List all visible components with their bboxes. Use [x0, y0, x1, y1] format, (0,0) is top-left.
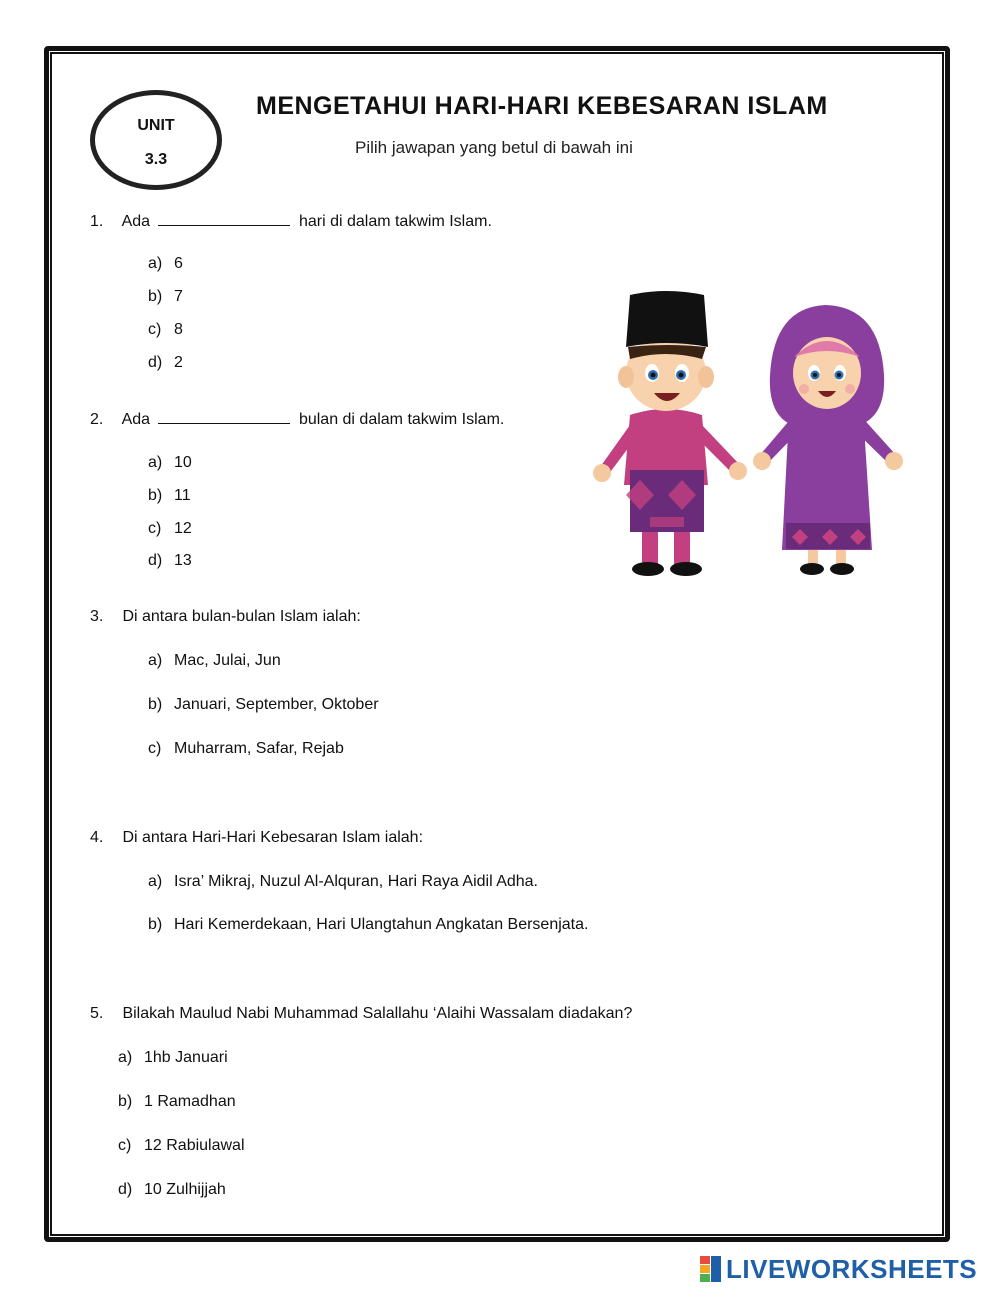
- option-5a[interactable]: a) 1hb Januari: [118, 1049, 228, 1066]
- option-3c[interactable]: c) Muharram, Safar, Rejab: [148, 740, 344, 757]
- question-5: [90, 1005, 632, 1023]
- brand-text: LIVEWORKSHEETS: [726, 1254, 978, 1284]
- question-2: [90, 409, 504, 429]
- option-5c[interactable]: c) 12 Rabiulawal: [118, 1137, 245, 1154]
- unit-label: UNIT: [137, 117, 175, 134]
- question-prefix: Ada: [121, 411, 151, 428]
- question-suffix: hari di dalam takwim Islam.: [298, 213, 492, 230]
- question-text: Di antara bulan-bulan Islam ialah:: [122, 608, 361, 625]
- option-2c[interactable]: c) 12: [148, 520, 192, 537]
- question-number: 3.: [90, 608, 104, 625]
- option-2d[interactable]: d) 13: [148, 552, 192, 569]
- answer-blank[interactable]: [158, 409, 290, 424]
- question-3: [90, 608, 361, 626]
- question-number: 4.: [90, 829, 104, 846]
- option-2b[interactable]: b) 11: [148, 487, 191, 504]
- liveworksheets-logo-icon: [700, 1256, 722, 1282]
- liveworksheets-brand[interactable]: [700, 1254, 977, 1285]
- question-suffix: bulan di dalam takwim Islam.: [298, 411, 505, 428]
- question-prefix: Ada: [121, 213, 151, 230]
- question-number: 2.: [90, 411, 104, 428]
- question-number: 5.: [90, 1005, 104, 1022]
- option-1a[interactable]: a) 6: [148, 255, 183, 272]
- option-1b[interactable]: b) 7: [148, 288, 183, 305]
- option-2a[interactable]: a) 10: [148, 454, 192, 471]
- option-5b[interactable]: b) 1 Ramadhan: [118, 1093, 236, 1110]
- boy-figure: [593, 291, 747, 576]
- children-illustration: [590, 285, 910, 585]
- answer-blank[interactable]: [158, 211, 290, 226]
- question-number: 1.: [90, 213, 104, 230]
- option-3a[interactable]: a) Mac, Julai, Jun: [148, 652, 281, 669]
- unit-number: 3.3: [144, 151, 168, 168]
- option-1c[interactable]: c) 8: [148, 321, 183, 338]
- option-3b[interactable]: b) Januari, September, Oktober: [148, 696, 379, 713]
- girl-figure: [753, 305, 903, 575]
- unit-badge: [90, 90, 222, 190]
- question-4: [90, 829, 423, 847]
- option-4b[interactable]: b) Hari Kemerdekaan, Hari Ulangtahun Angkatan Bersenjata.: [148, 916, 589, 933]
- question-1: [90, 211, 492, 231]
- page-title: MENGETAHUI HARI-HARI KEBESARAN ISLAM: [256, 92, 828, 120]
- option-5d[interactable]: d) 10 Zulhijjah: [118, 1181, 226, 1198]
- option-1d[interactable]: d) 2: [148, 354, 183, 371]
- option-4a[interactable]: a) Isra’ Mikraj, Nuzul Al-Alquran, Hari Raya Aidil Adha.: [148, 873, 538, 890]
- instruction-text: Pilih jawapan yang betul di bawah ini: [355, 138, 633, 157]
- question-text: Bilakah Maulud Nabi Muhammad Salallahu ‘Alaihi Wassalam diadakan?: [122, 1005, 633, 1022]
- question-text: Di antara Hari-Hari Kebesaran Islam ialah:: [122, 829, 424, 846]
